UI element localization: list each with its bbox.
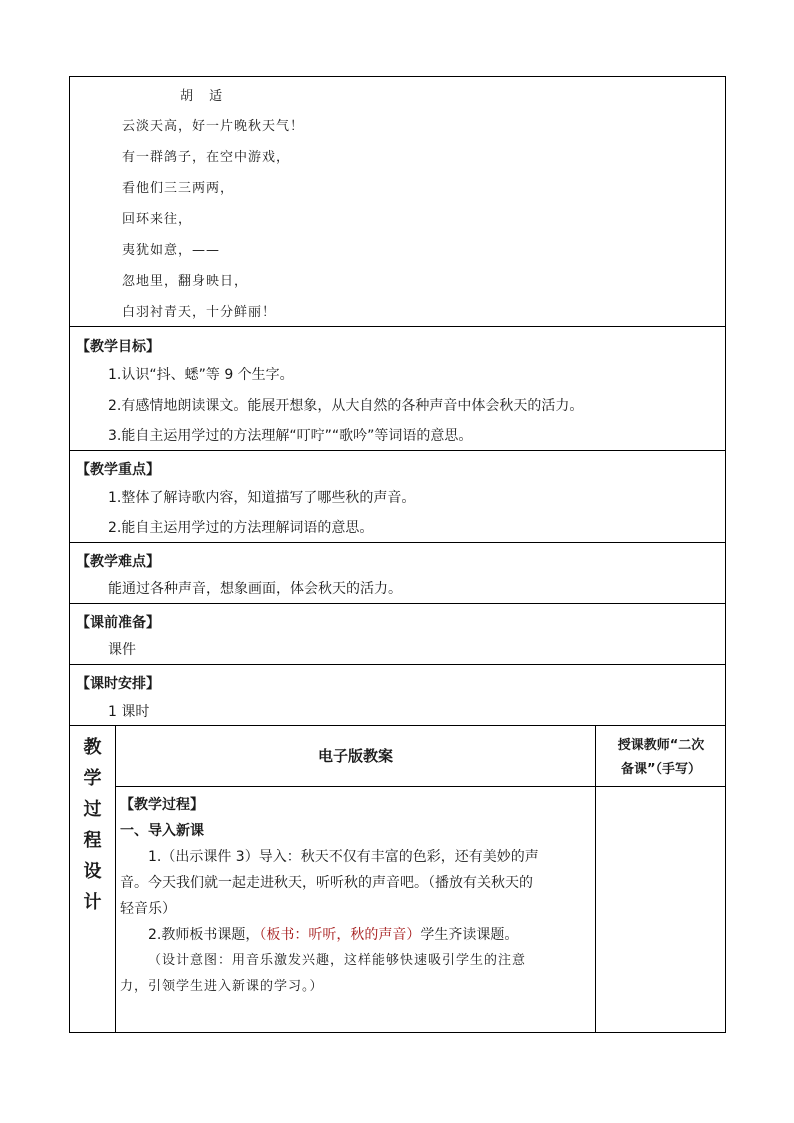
step-text: 音。今天我们就一起走进秋天，听听秋的声音吧。（播放有关秋天的 <box>120 875 533 891</box>
poem-section <box>70 77 725 327</box>
preparation-item: 课件 <box>108 642 136 658</box>
electronic-plan-header: 电子版教案 <box>317 747 393 765</box>
column-divider <box>595 726 596 1033</box>
key-points-section <box>70 451 725 543</box>
handwritten-header-line: 备课”（手写） <box>620 762 702 777</box>
side-char: 学 <box>83 768 102 789</box>
goal-item: 1.认识“抖、蟋”等 9 个生字。 <box>108 367 294 383</box>
side-char: 程 <box>83 830 102 851</box>
process-title: 【教学过程】 <box>120 797 204 813</box>
key-point-item: 1.整体了解诗歌内容，知道描写了哪些秋的声音。 <box>108 490 416 506</box>
goal-item: 3.能自主运用学过的方法理解“叮咛”“歌吟”等词语的意思。 <box>108 428 473 444</box>
schedule-title: 【课时安排】 <box>76 676 160 692</box>
poem-line: 白羽衬青天，十分鲜丽！ <box>122 305 277 320</box>
row-divider <box>115 786 725 787</box>
schedule-section <box>70 665 725 725</box>
poem-line: 有一群鸽子，在空中游戏， <box>122 150 291 165</box>
step-text: 轻音乐） <box>120 901 176 917</box>
schedule-item: 1 课时 <box>108 704 150 720</box>
goals-title: 【教学目标】 <box>76 339 160 355</box>
preparation-section <box>70 604 725 665</box>
goals-section <box>70 327 725 451</box>
handwritten-header-line: 授课教师“二次 <box>617 738 705 753</box>
poem-line: 夷犹如意，—— <box>122 243 221 258</box>
side-char: 教 <box>83 737 102 758</box>
step-text <box>120 922 592 948</box>
process-grid <box>70 725 725 1033</box>
section-heading: 一、导入新课 <box>120 823 204 839</box>
board-title: （板书：听听，秋的声音） <box>259 927 421 943</box>
difficulty-item: 能通过各种声音，想象画面，体会秋天的活力。 <box>108 581 402 597</box>
poem-author: 胡 适 <box>180 89 229 104</box>
handwritten-notes-header <box>600 734 722 782</box>
difficulty-title: 【教学难点】 <box>76 554 160 570</box>
lesson-plan-table <box>69 76 726 1033</box>
step-text-part: 学生齐读课题。 <box>420 927 519 943</box>
process-content <box>120 792 592 1000</box>
side-char: 过 <box>83 799 102 820</box>
step-text-part: 2.教师板书课题， <box>148 927 260 943</box>
process-side-label <box>70 732 115 918</box>
poem-line: 回环来往， <box>122 212 193 227</box>
side-char: 设 <box>83 861 102 882</box>
step-text: 1.（出示课件 3）导入：秋天不仅有丰富的色彩，还有美妙的声 <box>148 849 539 865</box>
poem-line: 云淡天高，好一片晚秋天气！ <box>122 119 305 134</box>
key-points-title: 【教学重点】 <box>76 462 160 478</box>
difficulty-section <box>70 543 725 604</box>
key-point-item: 2.能自主运用学过的方法理解词语的意思。 <box>108 520 374 536</box>
preparation-title: 【课前准备】 <box>76 615 160 631</box>
side-char: 计 <box>83 892 102 913</box>
design-note: （设计意图：用音乐激发兴趣，这样能够快速吸引学生的注意 <box>148 953 527 968</box>
design-note: 力，引领学生进入新课的学习。） <box>120 979 324 994</box>
goal-item: 2.有感情地朗读课文。能展开想象，从大自然的各种声音中体会秋天的活力。 <box>108 398 584 414</box>
poem-line: 忽地里，翻身映日， <box>122 274 249 289</box>
poem-line: 看他们三三两两， <box>122 181 235 196</box>
